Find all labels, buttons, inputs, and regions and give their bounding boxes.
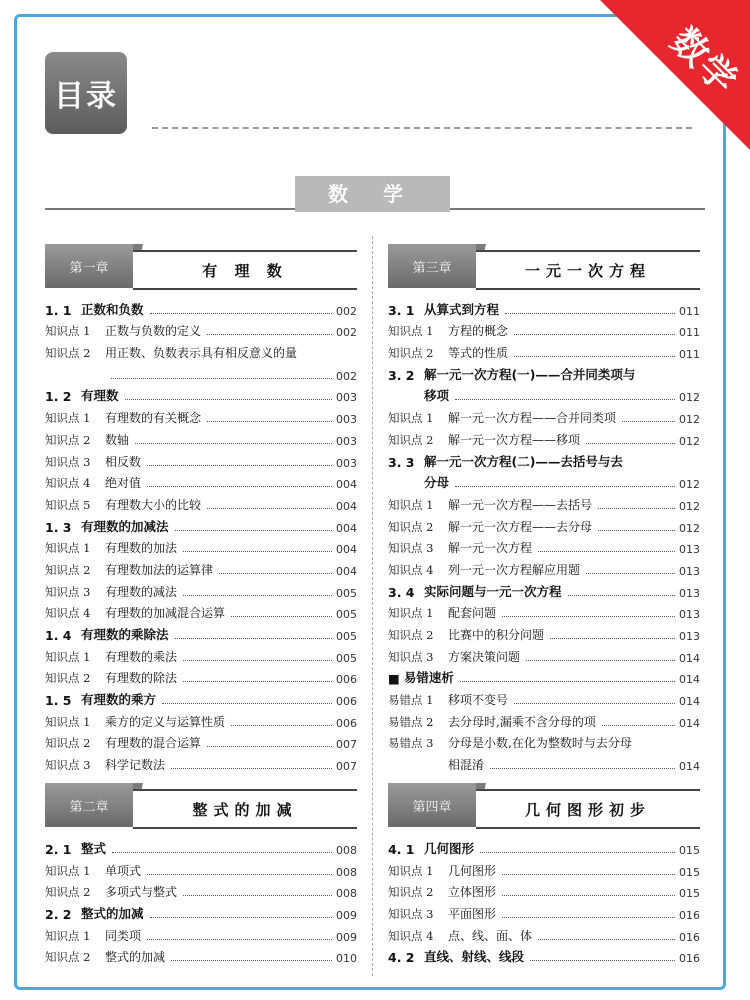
toc-entry-row[interactable] bbox=[45, 404, 357, 426]
page-number: 015 bbox=[679, 865, 700, 879]
page-number: 016 bbox=[679, 908, 700, 922]
entry-number: 易错点 3 bbox=[388, 736, 434, 751]
dot-leader bbox=[147, 939, 332, 940]
page-number: 014 bbox=[679, 695, 700, 709]
toc-entry-row[interactable] bbox=[45, 730, 357, 752]
dot-leader bbox=[502, 895, 675, 896]
entry-title: 有理数大小的比较 bbox=[105, 497, 202, 512]
dot-leader bbox=[622, 421, 675, 422]
entry-number: 1. 5 bbox=[45, 693, 72, 709]
page-number: 004 bbox=[336, 499, 357, 513]
page-number: 016 bbox=[679, 930, 700, 944]
entry-number: 3. 4 bbox=[388, 584, 415, 600]
dot-leader bbox=[175, 638, 332, 639]
toc-entry-row[interactable] bbox=[45, 491, 357, 513]
entry-title: 乘方的定义与运算性质 bbox=[105, 714, 226, 729]
page-number: 013 bbox=[679, 564, 700, 578]
dot-leader bbox=[460, 681, 675, 682]
dot-leader bbox=[455, 399, 675, 400]
chapter-header bbox=[45, 244, 357, 288]
dot-leader bbox=[514, 703, 675, 704]
page-number: 006 bbox=[336, 695, 357, 709]
toc-entry-row[interactable] bbox=[388, 556, 700, 578]
entry-title: 有理数的加减法 bbox=[81, 518, 169, 534]
page-number: 007 bbox=[336, 760, 357, 774]
entry-number: 3. 2 bbox=[388, 367, 415, 383]
toc-section-row[interactable] bbox=[388, 361, 700, 383]
toc-entry-row[interactable] bbox=[45, 643, 357, 665]
entry-number: 知识点 2 bbox=[388, 432, 434, 447]
entry-number: 4. 1 bbox=[388, 841, 415, 857]
toc-entry-row[interactable] bbox=[45, 426, 357, 448]
page-number: 003 bbox=[336, 456, 357, 470]
column-divider bbox=[372, 236, 373, 976]
entry-number: 1. 2 bbox=[45, 389, 72, 405]
dot-leader bbox=[490, 768, 675, 769]
page-number: 012 bbox=[679, 434, 700, 448]
page-number: 014 bbox=[679, 673, 700, 687]
dot-leader bbox=[183, 595, 332, 596]
page-number: 014 bbox=[679, 760, 700, 774]
entry-number: 知识点 4 bbox=[388, 562, 434, 577]
dot-leader bbox=[147, 465, 332, 466]
page-number: 005 bbox=[336, 651, 357, 665]
toc-entry-row[interactable] bbox=[388, 491, 700, 513]
chapter-gap bbox=[45, 773, 357, 783]
page-number: 008 bbox=[336, 865, 357, 879]
chapter-number: 第一章 bbox=[45, 244, 133, 288]
page-number: 012 bbox=[679, 413, 700, 427]
toc-entry-row[interactable] bbox=[388, 621, 700, 643]
toc-section-row[interactable] bbox=[45, 383, 357, 405]
toc-section-row[interactable] bbox=[45, 686, 357, 708]
entry-title: 解一元一次方程 bbox=[448, 541, 533, 556]
page-number: 016 bbox=[679, 952, 700, 966]
entry-title: 有理数的乘除法 bbox=[81, 627, 169, 642]
entry-title: 有理数的加法 bbox=[105, 541, 178, 556]
dot-leader bbox=[150, 313, 332, 314]
entry-title: 有理数的减法 bbox=[105, 584, 178, 599]
page-number: 013 bbox=[679, 543, 700, 557]
toc-entry-row[interactable] bbox=[388, 900, 700, 922]
dot-leader bbox=[586, 443, 675, 444]
page-number: 004 bbox=[336, 478, 357, 492]
dot-leader bbox=[550, 638, 675, 639]
page-number: 003 bbox=[336, 434, 357, 448]
dot-leader bbox=[231, 616, 332, 617]
toc-entry-row[interactable] bbox=[45, 361, 357, 383]
entry-title: 平面图形 bbox=[448, 906, 497, 921]
toc-section-row[interactable] bbox=[45, 513, 357, 535]
page-number: 012 bbox=[679, 478, 700, 492]
entry-number: 知识点 2 bbox=[388, 346, 434, 361]
toc-entry-row[interactable] bbox=[388, 404, 700, 426]
toc-entry-row[interactable] bbox=[45, 578, 357, 600]
entry-title: 整式 bbox=[81, 840, 107, 856]
dot-leader bbox=[112, 852, 332, 853]
page-number: 009 bbox=[336, 930, 357, 944]
toc-entry-row[interactable] bbox=[45, 879, 357, 901]
entry-number: 知识点 1 bbox=[388, 324, 434, 339]
toc-entry-row[interactable] bbox=[45, 751, 357, 773]
toc-entry-row[interactable] bbox=[45, 339, 357, 361]
entry-title: 单项式 bbox=[105, 863, 142, 878]
toc-section-row[interactable] bbox=[388, 296, 700, 318]
page-number: 004 bbox=[336, 564, 357, 578]
page-number: 012 bbox=[679, 391, 700, 405]
entry-title: 解一元一次方程——去分母 bbox=[448, 519, 593, 534]
entry-number: ■ bbox=[388, 671, 400, 687]
entry-title: 几何图形 bbox=[424, 840, 475, 856]
entry-title: 解一元一次方程——去括号 bbox=[448, 497, 593, 512]
page-number: 012 bbox=[679, 521, 700, 535]
dot-leader bbox=[502, 616, 675, 617]
page-number: 011 bbox=[679, 326, 700, 340]
entry-number: 知识点 4 bbox=[45, 606, 91, 621]
entry-number: 知识点 1 bbox=[388, 606, 434, 621]
page-number: 011 bbox=[679, 304, 700, 318]
entry-title: 点、线、面、体 bbox=[448, 928, 533, 943]
chapter-title: 一元一次方程 bbox=[476, 250, 700, 290]
entry-title: 列一元一次方程解应用题 bbox=[448, 562, 581, 577]
entry-number: 知识点 3 bbox=[45, 584, 91, 599]
dot-leader bbox=[183, 660, 332, 661]
toc-entry-row[interactable] bbox=[388, 513, 700, 535]
entry-number: 知识点 1 bbox=[388, 863, 434, 878]
entry-title: 分母是小数,在化为整数时与去分母 bbox=[448, 736, 632, 751]
dot-leader bbox=[207, 421, 332, 422]
chapter-number: 第三章 bbox=[388, 244, 476, 288]
chapter-header bbox=[45, 783, 357, 827]
toc-section-row[interactable] bbox=[388, 578, 700, 600]
page-number: 003 bbox=[336, 391, 357, 405]
subject-corner-ribbon bbox=[590, 0, 750, 160]
entry-number: 知识点 2 bbox=[45, 885, 91, 900]
dot-leader bbox=[183, 681, 332, 682]
page-number: 005 bbox=[336, 630, 357, 643]
subject-heading: 数 学 bbox=[295, 176, 450, 212]
entry-title: 实际问题与一元一次方程 bbox=[424, 583, 562, 599]
entry-number: 2. 1 bbox=[45, 841, 72, 857]
entry-title: 等式的性质 bbox=[448, 346, 509, 361]
entry-title: 有理数的混合运算 bbox=[105, 736, 202, 751]
entry-number: 知识点 1 bbox=[388, 411, 434, 426]
chapter-header bbox=[388, 783, 700, 827]
toc-title: 目录 bbox=[45, 52, 127, 134]
dot-leader bbox=[586, 573, 675, 574]
chapter-title: 整式的加减 bbox=[133, 789, 357, 829]
toc-section-row[interactable] bbox=[388, 383, 700, 405]
toc-section-row[interactable] bbox=[388, 470, 700, 492]
entry-title: 易错速析 bbox=[403, 670, 454, 686]
dot-leader bbox=[505, 313, 675, 314]
toc-section-row[interactable] bbox=[45, 835, 357, 857]
entry-title: 比赛中的积分问题 bbox=[448, 628, 545, 642]
dot-leader bbox=[526, 660, 675, 661]
entry-title: 正数与负数的定义 bbox=[105, 324, 202, 339]
entry-title: 解一元一次方程——合并同类项 bbox=[448, 411, 617, 426]
page-number: 009 bbox=[336, 908, 357, 922]
entry-number: 知识点 3 bbox=[45, 454, 91, 469]
toc-entry-row[interactable] bbox=[388, 751, 700, 773]
dot-leader bbox=[568, 595, 675, 596]
page-number: 010 bbox=[336, 952, 357, 966]
entry-number: 3. 3 bbox=[388, 454, 415, 470]
page-number: 004 bbox=[336, 521, 357, 535]
page-number: 004 bbox=[336, 543, 357, 557]
page-number: 007 bbox=[336, 738, 357, 752]
toc-entry-row[interactable] bbox=[45, 448, 357, 470]
entry-title: 立体图形 bbox=[448, 885, 497, 900]
chapter-gap bbox=[388, 773, 700, 783]
page-number: 006 bbox=[336, 716, 357, 730]
toc-column-left bbox=[45, 244, 357, 965]
entry-number: 2. 2 bbox=[45, 906, 72, 922]
entry-title: 用正数、负数表示具有相反意义的量 bbox=[105, 346, 298, 361]
entry-number: 知识点 2 bbox=[45, 671, 91, 686]
entry-title: 整式的加减 bbox=[105, 950, 166, 965]
entry-title: 有理数 bbox=[81, 388, 119, 404]
entry-title: 有理数的乘法 bbox=[105, 649, 178, 664]
toc-entry-row[interactable] bbox=[388, 686, 700, 708]
entry-number: 4. 2 bbox=[388, 950, 415, 966]
entry-title: 配套问题 bbox=[448, 606, 497, 621]
page-number: 014 bbox=[679, 651, 700, 665]
dot-leader bbox=[502, 874, 675, 875]
entry-number: 知识点 3 bbox=[388, 541, 434, 556]
entry-number: 知识点 3 bbox=[388, 906, 434, 921]
toc-entry-row[interactable] bbox=[388, 535, 700, 557]
toc-entry-row[interactable] bbox=[388, 708, 700, 730]
entry-number: 知识点 1 bbox=[45, 411, 91, 426]
entry-title: 相反数 bbox=[105, 454, 142, 469]
entry-title: 有理数的除法 bbox=[105, 671, 178, 686]
toc-entry-row[interactable] bbox=[45, 556, 357, 578]
toc-column-right bbox=[388, 244, 700, 965]
entry-number: 1. 1 bbox=[45, 302, 72, 318]
entry-title: 解一元一次方程——移项 bbox=[448, 432, 581, 447]
toc-entry-row[interactable] bbox=[388, 922, 700, 944]
entry-number: 知识点 1 bbox=[45, 928, 91, 943]
toc-entry-row[interactable] bbox=[388, 339, 700, 361]
dot-leader bbox=[514, 334, 675, 335]
entry-number: 易错点 1 bbox=[388, 693, 434, 708]
dot-leader bbox=[147, 874, 332, 875]
page-number: 011 bbox=[679, 348, 700, 362]
page-number: 013 bbox=[679, 586, 700, 600]
toc-entry-row[interactable] bbox=[388, 857, 700, 879]
toc-entry-row[interactable] bbox=[388, 643, 700, 665]
page-number: 014 bbox=[679, 716, 700, 730]
dot-leader bbox=[207, 508, 332, 509]
entry-number: 知识点 3 bbox=[388, 649, 434, 664]
toc-entry-row[interactable] bbox=[45, 665, 357, 687]
header-dashed-rule bbox=[152, 127, 692, 129]
entry-number: 知识点 1 bbox=[388, 497, 434, 512]
chapter-number: 第二章 bbox=[45, 783, 133, 827]
dot-leader bbox=[219, 573, 332, 574]
dot-leader bbox=[538, 551, 675, 552]
toc-entry-row[interactable] bbox=[45, 708, 357, 730]
dot-leader bbox=[502, 917, 675, 918]
page-number: 015 bbox=[679, 887, 700, 901]
entry-number: 1. 4 bbox=[45, 628, 72, 643]
entry-number: 知识点 2 bbox=[388, 628, 434, 642]
toc-section-row[interactable] bbox=[388, 448, 700, 470]
chapter-header bbox=[388, 244, 700, 288]
page-number: 015 bbox=[679, 843, 700, 857]
entry-title: 移项 bbox=[424, 388, 450, 404]
entry-title: 有理数的加减混合运算 bbox=[105, 606, 226, 621]
dot-leader bbox=[125, 399, 332, 400]
page-number: 005 bbox=[336, 608, 357, 622]
entry-title: 分母 bbox=[424, 475, 450, 491]
page-number: 005 bbox=[336, 586, 357, 600]
toc-entry-row[interactable] bbox=[388, 730, 700, 752]
page-number: 003 bbox=[336, 413, 357, 427]
dot-leader bbox=[538, 939, 675, 940]
dot-leader bbox=[183, 895, 332, 896]
toc-entry-row[interactable] bbox=[388, 426, 700, 448]
toc-section-row[interactable] bbox=[388, 835, 700, 857]
page-number: 006 bbox=[336, 673, 357, 687]
toc-section-row[interactable] bbox=[45, 296, 357, 318]
toc-entry-row[interactable] bbox=[45, 600, 357, 622]
page-number: 008 bbox=[336, 843, 357, 857]
toc-section-row[interactable] bbox=[45, 900, 357, 922]
dot-leader bbox=[602, 725, 675, 726]
toc-entry-row[interactable] bbox=[45, 944, 357, 966]
entry-number: 知识点 2 bbox=[45, 562, 91, 577]
page-number: 002 bbox=[336, 369, 357, 383]
toc-section-row[interactable] bbox=[45, 621, 357, 643]
entry-title: 数轴 bbox=[105, 432, 130, 447]
entry-title: 几何图形 bbox=[448, 863, 497, 878]
entry-title: 移项不变号 bbox=[448, 693, 509, 708]
dot-leader bbox=[514, 356, 675, 357]
dot-leader bbox=[598, 508, 675, 509]
dot-leader bbox=[135, 443, 332, 444]
toc-entry-row[interactable] bbox=[45, 318, 357, 340]
toc-entry-row[interactable] bbox=[388, 600, 700, 622]
dot-leader bbox=[111, 378, 332, 379]
page-number: 008 bbox=[336, 887, 357, 901]
entry-number: 知识点 2 bbox=[388, 519, 434, 534]
dot-leader bbox=[162, 703, 332, 704]
entry-number: 知识点 1 bbox=[45, 541, 91, 556]
entry-number: 知识点 5 bbox=[45, 497, 91, 512]
entry-number: 知识点 2 bbox=[45, 432, 91, 447]
entry-title: 有理数的乘方 bbox=[81, 692, 157, 708]
entry-number: 易错点 2 bbox=[388, 714, 434, 729]
entry-title: 方案决策问题 bbox=[448, 649, 521, 664]
page-number: 002 bbox=[336, 326, 357, 340]
entry-title: 绝对值 bbox=[105, 476, 142, 491]
toc-entry-row[interactable] bbox=[45, 922, 357, 944]
entry-title: 有理数的有关概念 bbox=[105, 411, 202, 426]
entry-number: 知识点 2 bbox=[45, 736, 91, 751]
toc-entry-row[interactable] bbox=[388, 318, 700, 340]
entry-number: 知识点 1 bbox=[45, 649, 91, 664]
dot-leader bbox=[598, 530, 675, 531]
entry-number: 知识点 2 bbox=[388, 885, 434, 900]
entry-number: 3. 1 bbox=[388, 302, 415, 318]
chapter-title: 有 理 数 bbox=[133, 250, 357, 290]
dot-leader bbox=[455, 486, 675, 487]
entry-number: 知识点 2 bbox=[45, 346, 91, 361]
entry-number: 1. 3 bbox=[45, 519, 72, 535]
entry-title: 方程的概念 bbox=[448, 324, 509, 339]
entry-number: 知识点 1 bbox=[45, 324, 91, 339]
corner-label: 数学 bbox=[662, 20, 746, 103]
dot-leader bbox=[171, 960, 332, 961]
entry-number: 知识点 4 bbox=[45, 476, 91, 491]
entry-number: 知识点 3 bbox=[45, 758, 91, 773]
chapter-number: 第四章 bbox=[388, 783, 476, 827]
dot-leader bbox=[171, 768, 332, 769]
dot-leader bbox=[530, 960, 675, 961]
entry-title: 相混淆 bbox=[448, 758, 485, 773]
entry-number: 知识点 1 bbox=[45, 714, 91, 729]
dot-leader bbox=[183, 551, 332, 552]
toc-section-row[interactable] bbox=[388, 944, 700, 966]
dot-leader bbox=[150, 917, 332, 918]
dot-leader bbox=[480, 852, 675, 853]
entry-title: 科学记数法 bbox=[105, 758, 166, 773]
entry-title: 解一元一次方程(二)——去括号与去 bbox=[424, 453, 623, 469]
chapter-title: 几何图形初步 bbox=[476, 789, 700, 829]
dot-leader bbox=[147, 486, 332, 487]
dot-leader bbox=[175, 530, 332, 531]
entry-title: 有理数加法的运算律 bbox=[105, 562, 214, 577]
toc-entry-row[interactable] bbox=[388, 879, 700, 901]
toc-entry-row[interactable] bbox=[45, 470, 357, 492]
page-number: 013 bbox=[679, 608, 700, 622]
entry-title: 整式的加减 bbox=[81, 905, 144, 921]
page-number: 012 bbox=[679, 499, 700, 513]
dot-leader bbox=[207, 746, 332, 747]
entry-title: 去分母时,漏乘不含分母的项 bbox=[448, 714, 596, 729]
entry-number: 知识点 1 bbox=[45, 863, 91, 878]
entry-title: 同类项 bbox=[105, 928, 142, 943]
toc-entry-row[interactable] bbox=[388, 665, 700, 687]
entry-title: 正数和负数 bbox=[81, 301, 144, 317]
dot-leader bbox=[231, 725, 332, 726]
entry-title: 多项式与整式 bbox=[105, 885, 178, 900]
entry-title: 直线、射线、线段 bbox=[424, 949, 525, 965]
page-number: 002 bbox=[336, 304, 357, 318]
entry-number: 知识点 4 bbox=[388, 928, 434, 943]
page-number: 013 bbox=[679, 630, 700, 643]
entry-title: 从算式到方程 bbox=[424, 301, 500, 317]
entry-number: 知识点 2 bbox=[45, 950, 91, 965]
entry-title: 解一元一次方程(一)——合并同类项与 bbox=[424, 366, 636, 382]
toc-entry-row[interactable] bbox=[45, 535, 357, 557]
toc-entry-row[interactable] bbox=[45, 857, 357, 879]
dot-leader bbox=[207, 334, 332, 335]
